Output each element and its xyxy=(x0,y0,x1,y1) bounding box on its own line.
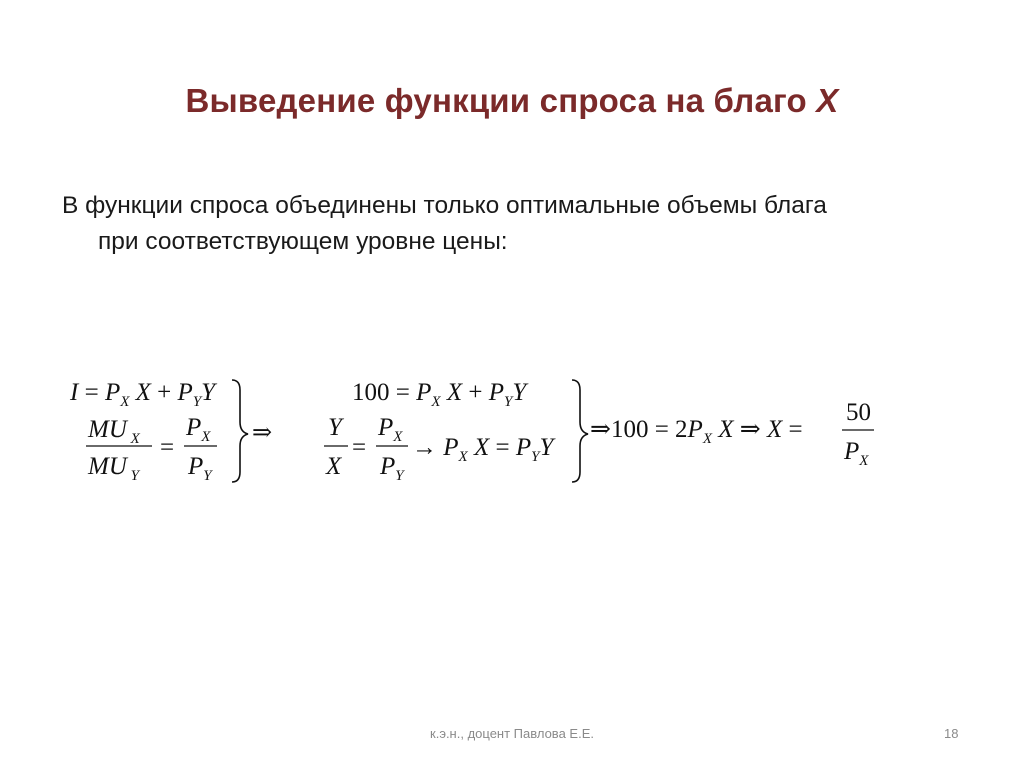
svg-text:PX: $P_X$ xyxy=(378,414,403,445)
page-number: 18 xyxy=(944,726,959,741)
svg-text:PY: $P_Y$ xyxy=(380,453,404,484)
eq-result-line: ⇒100 = $2P_X$ X ⇒ X = xyxy=(590,416,803,447)
eq-tangency-condition xyxy=(86,414,217,484)
result-denominator: $P_X$ xyxy=(844,438,869,469)
body-text-line-2: при соответствующем уровне цены: xyxy=(98,228,508,255)
svg-text:X: X xyxy=(326,453,342,480)
right-brace-1 xyxy=(232,380,248,482)
svg-text:=: = xyxy=(160,434,175,461)
formula-system-middle xyxy=(324,379,588,484)
formula-result xyxy=(590,399,874,469)
result-numerator: 50 xyxy=(846,399,871,426)
slide-title xyxy=(0,82,1024,120)
eq-budget-line: $I = P_X$ $X + P_YY$ xyxy=(70,379,216,410)
svg-text:=: = xyxy=(352,434,367,461)
eq-ratio xyxy=(324,414,556,484)
svg-text:MU Y: MU $_Y$ xyxy=(88,453,139,484)
formula-system-left xyxy=(69,379,272,484)
eq-budget-100: $100 = P_X$ $X + P_YY$ xyxy=(352,379,527,410)
svg-text:→ PX X = PYY: → $P_X$ $X = P_YY$ xyxy=(412,434,554,465)
body-text-line-1: В функции спроса объединены только оптимальные объемы блага xyxy=(62,192,827,219)
slide-title-variable: X xyxy=(816,82,839,119)
svg-text:Y: Y xyxy=(328,414,342,441)
svg-text:PY: $P_Y$ xyxy=(188,453,212,484)
demand-function-formula xyxy=(60,360,920,500)
slide-title-text: Выведение функции спроса на благо xyxy=(185,82,807,119)
body-text xyxy=(62,188,982,260)
svg-text:PX: $P_X$ xyxy=(186,414,211,445)
footer-author: к.э.н., доцент Павлова Е.Е. xyxy=(430,726,594,741)
implies-arrow-1: ⇒ xyxy=(252,420,273,446)
right-brace-2 xyxy=(572,380,588,482)
svg-text:MU X: MU $_X$ xyxy=(88,416,140,447)
